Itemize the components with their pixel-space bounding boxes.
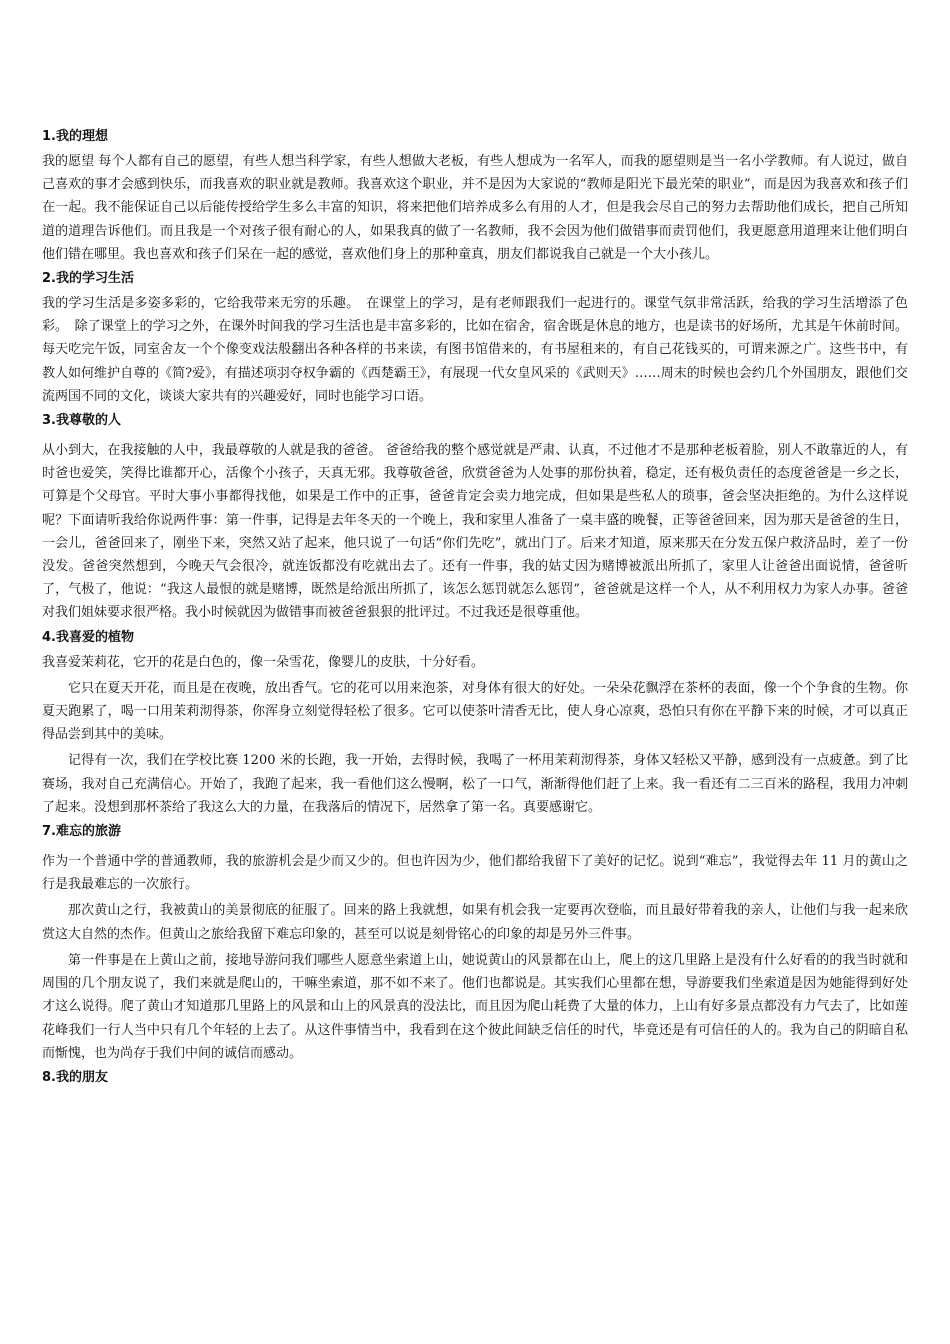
section-heading: 3.我尊敬的人 xyxy=(42,413,121,429)
section-heading: 2.我的学习生活 xyxy=(42,271,134,287)
paragraph: 第一件事是在上黄山之前，接地导游问我们哪些人愿意坐索道上山，她说黄山的风景都在山上，爬上的这几里路上是没有什么好看的的我当时就和周围的几个朋友说了，我们来就是爬山的，干嘛坐索道，那不如不来了。他们也都说是。其实我们心里都在想，导游要我们坐索道是因为她能得到好处才这么说得。爬了黄山才知道那几里路上的风景和山上的风景真的没法比，而且因为爬山耗费了大量的体力，上山有好多景点都没有力气去了，比如莲花峰我们一行人当中只有几个年轻的上去了。从这件事情当中，我看到在这个彼此间缺乏信任的时代，毕竟还是有可信任的人的。我为自己的阴暗自私而惭愧，也为尚存于我们中间的诚信而感动。 xyxy=(42,952,908,1061)
section-my-friend xyxy=(42,1068,908,1088)
section-heading: 1.我的理想 xyxy=(42,129,108,144)
paragraph: 我的愿望 每个人都有自己的愿望，有些人想当科学家，有些人想做大老板，有些人想成为一名军人，而我的愿望则是当一名小学教师。有人说过，做自己喜欢的事才会感到快乐，而我喜欢的职业就是教师。我喜欢这个职业，并不是因为大家说的“教师是阳光下最光荣的职业”，而是因为我喜欢和孩子们在一起。我不能保证自己以后能传授给学生多么丰富的知识，将来把他们培养成多么有用的人才，但是我会尽自己的努力去帮助他们成长，把自己所知道的道理告诉他们。而且我是一个对孩子很有耐心的人，如果我真的做了一名教师，我不会因为他们做错事而责罚他们，我更愿意用道理来让他们明白他们错在哪里。我也喜欢和孩子们呆在一起的感觉，喜欢他们身上的那种童真，朋友们都说我自己就是一个大小孩儿。 xyxy=(42,154,908,262)
section-person-i-respect xyxy=(42,411,908,625)
document-page xyxy=(42,127,908,1091)
paragraph: 作为一个普通中学的普通教师，我的旅游机会是少而又少的。但也许因为少，他们都给我留下了美好的记忆。说到“难忘”，我觉得去年 11 月的黄山之行是我最难忘的一次旅行。 xyxy=(42,854,908,893)
paragraph: 那次黄山之行，我被黄山的美景彻底的征服了。回来的路上我就想，如果有机会我一定要再次登临，而且最好带着我的亲人，让他们与我一起来欣赏这大自然的杰作。但黄山之旅给我留下难忘印象的，甚至可以说是刻骨铭心的印象的却是另外三件事。 xyxy=(42,903,908,942)
section-heading: 4.我喜爱的植物 xyxy=(42,629,134,645)
section-heading: 8.我的朋友 xyxy=(42,1069,108,1085)
paragraph: 记得有一次，我们在学校比赛 1200 米的长跑，我一开始，去得时候，我喝了一杯用茉莉沏得茶，身体又轻松又平静，感到没有一点疲惫。到了比赛场，我对自己充满信心。开始了，我跑了起来，我一看他们这么慢啊，松了一口气，渐渐得他们赶了上来。我一看还有二三百米的路程，我用力冲刺了起来。没想到那杯茶给了我这么大的力量，在我落后的情况下，居然拿了第一名。真要感谢它。 xyxy=(42,753,908,815)
paragraph: 从小到大，在我接触的人中，我最尊敬的人就是我的爸爸。 爸爸给我的整个感觉就是严肃、认真，不过他才不是那种老板着脸，别人不敢靠近的人，有时爸也爱笑，笑得比谁都开心，活像个小孩子，天真无邪。我尊敬爸爸，欣赏爸爸为人处事的那份执着，稳定，还有极负责任的态度爸爸是一乡之长，可算是个父母官。平时大事小事都得找他，如果是工作中的正事，爸爸肯定会卖力地完成，但如果是些私人的琐事，爸会坚决拒绝的。为什么这样说呢？下面请听我给你说两件事：第一件事，记得是去年冬天的一个晚上，我和家里人准备了一桌丰盛的晚餐，正等爸爸回来，因为那天是爸爸的生日，一会儿，爸爸回来了，刚坐下来，突然又站了起来，他只说了一句话“你们先吃”，就出门了。后来才知道，原来那天在分发五保户救济品时，差了一份没发。爸爸突然想到，今晚天气会很冷，就连饭都没有吃就出去了。还有一件事，我的姑丈因为赌博被派出所抓了，家里人让爸爸出面说情，爸爸听了，气极了，他说：“我这人最恨的就是赌博，既然是给派出所抓了，该怎么惩罚就怎么惩罚”，爸爸就是这样一个人，从不利用权力为家人办事。爸爸对我们姐妹要求很严格。我小时候就因为做错事而被爸爸狠狠的批评过。不过我还是很尊重他。 xyxy=(42,443,908,621)
paragraph: 我喜爱茉莉花，它开的花是白色的，像一朵雪花，像婴儿的皮肤，十分好看。 xyxy=(42,654,485,670)
paragraph: 它只在夏天开花，而且是在夜晚，放出香气。它的花可以用来泡茶，对身体有很大的好处。一朵朵花飘浮在茶杯的表面，像一个个争食的生物。你夏天跑累了，喝一口用茉莉沏得茶，你浑身立刻觉得轻松了很多。它可以使茶叶清香无比，使人身心凉爽，恐怕只有你在平静下来的时候，才可以真正得品尝到其中的美味。 xyxy=(42,680,908,743)
section-memorable-trip xyxy=(42,822,908,1065)
section-favorite-plant xyxy=(42,628,908,819)
section-my-study-life xyxy=(42,269,908,408)
section-heading: 7.难忘的旅游 xyxy=(42,824,121,840)
section-my-ideal xyxy=(42,127,908,266)
paragraph: 我的学习生活是多姿多彩的，它给我带来无穷的乐趣。 在课堂上的学习，是有老师跟我们一起进行的。课堂气氛非常活跃，给我的学习生活增添了色彩。 除了课堂上的学习之外，在课外时间我的学习生活也是丰富多彩的，比如在宿舍，宿舍既是休息的地方，也是读书的好场所，尤其是午休前时间。每天吃完午饭，同室舍友一个个像变戏法般翻出各种各样的书来读，有图书馆借来的，有书屋租来的，有自己花钱买的，可谓来源之广。这些书中，有教人如何维护自尊的《简?爱》，有描述项羽夺权争霸的《西楚霸王》，有展现一代女皇风采的《武则天》……周末的时候也会约几个外国朋友，跟他们交流两国不同的文化，谈谈大家共有的兴趣爱好，同时也能学习口语。 xyxy=(42,296,908,404)
